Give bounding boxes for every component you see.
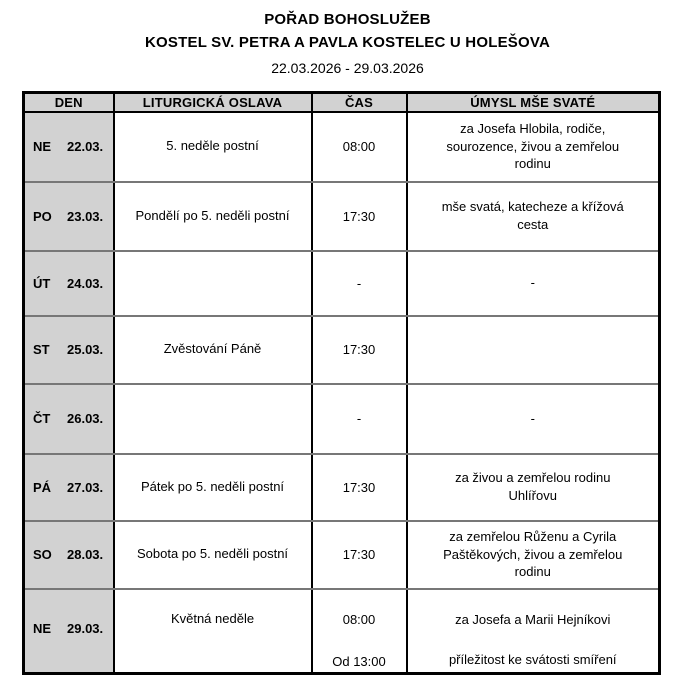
feast-cell bbox=[114, 112, 312, 182]
schedule-table bbox=[22, 91, 661, 676]
table-row bbox=[24, 316, 660, 384]
col-header-umysl-mse-svate: ÚMYSL MŠE SVATÉ bbox=[407, 92, 660, 112]
day-date: 28.03. bbox=[67, 547, 104, 563]
intention-cell bbox=[407, 521, 660, 589]
day-date: 24.03. bbox=[67, 275, 104, 291]
intention-label: za živou a zemřelou rodinu Uhlířovu bbox=[455, 470, 611, 504]
table-row bbox=[24, 182, 660, 251]
feast-label: 5. neděle postní bbox=[166, 138, 259, 154]
intention-cell bbox=[407, 384, 660, 454]
intention-label: mše svatá, katecheze a křížová cesta bbox=[441, 199, 624, 233]
day-cell bbox=[24, 589, 114, 674]
document-header bbox=[0, 0, 695, 76]
table-row bbox=[24, 589, 660, 674]
intention-cell bbox=[407, 182, 660, 251]
time-label: 17:30 bbox=[342, 479, 376, 495]
schedule-table-body bbox=[24, 112, 660, 674]
time-cell bbox=[312, 454, 407, 521]
day-date: 22.03. bbox=[67, 139, 104, 155]
day-cell bbox=[24, 454, 114, 521]
intention-label: za Josefa a Marii Hejníkovi bbox=[455, 612, 611, 627]
day-label bbox=[25, 480, 113, 495]
time-cell bbox=[312, 112, 407, 182]
day-label bbox=[25, 547, 113, 562]
time-label: 17:30 bbox=[342, 547, 376, 563]
table-row bbox=[24, 112, 660, 182]
day-label bbox=[25, 209, 113, 224]
time-label: - bbox=[356, 275, 362, 291]
table-header-row bbox=[24, 92, 660, 112]
intention2-label: příležitost ke svátosti smíření bbox=[448, 652, 617, 668]
day-date: 25.03. bbox=[67, 342, 104, 358]
time-cell bbox=[312, 521, 407, 589]
intention-cell bbox=[407, 589, 660, 674]
feast-cell bbox=[114, 316, 312, 384]
feast-label: Květná neděle bbox=[170, 611, 255, 627]
day-label bbox=[25, 621, 113, 636]
col-header-liturgicka-oslava: LITURGICKÁ OSLAVA bbox=[114, 92, 312, 112]
day-abbr: ÚT bbox=[33, 275, 51, 291]
day-abbr: NE bbox=[33, 139, 52, 155]
page-title: POŘAD BOHOSLUŽEB bbox=[264, 11, 431, 28]
intention-label: za Josefa Hlobila, rodiče, sourozence, živou a zemřelou rodinu bbox=[446, 121, 620, 172]
church-name: KOSTEL SV. PETRA A PAVLA KOSTELEC U HOLEŠOVA bbox=[145, 34, 550, 52]
day-abbr: PÁ bbox=[33, 479, 52, 495]
day-abbr: SO bbox=[33, 547, 52, 563]
intention-cell bbox=[407, 251, 660, 316]
day-date: 29.03. bbox=[67, 621, 104, 637]
time-label: 17:30 bbox=[342, 342, 376, 358]
feast-cell bbox=[114, 182, 312, 251]
time-cell bbox=[312, 589, 407, 674]
day-abbr: ST bbox=[33, 342, 50, 358]
feast-cell bbox=[114, 589, 312, 674]
time-label: 08:00 bbox=[342, 139, 376, 155]
day-abbr: ČT bbox=[33, 411, 51, 427]
feast-cell bbox=[114, 454, 312, 521]
intention-label: - bbox=[530, 275, 535, 291]
day-label bbox=[25, 139, 113, 154]
col-header-cas: ČAS bbox=[312, 92, 407, 112]
feast-label: Pondělí po 5. neděli postní bbox=[135, 207, 290, 223]
time-label: 08:00 bbox=[342, 612, 376, 628]
time2-label: Od 13:00 bbox=[332, 653, 386, 669]
day-date: 26.03. bbox=[67, 411, 104, 427]
intention-label: - bbox=[530, 410, 535, 426]
intention-cell bbox=[407, 112, 660, 182]
feast-cell bbox=[114, 384, 312, 454]
time-label: 17:30 bbox=[342, 208, 376, 224]
day-date: 27.03. bbox=[67, 479, 104, 495]
time-cell bbox=[312, 384, 407, 454]
day-cell bbox=[24, 182, 114, 251]
time-cell bbox=[312, 251, 407, 316]
day-abbr: PO bbox=[33, 208, 52, 224]
table-row bbox=[24, 454, 660, 521]
day-cell bbox=[24, 251, 114, 316]
date-range: 22.03.2026 - 29.03.2026 bbox=[271, 59, 424, 76]
time-cell bbox=[312, 182, 407, 251]
feast-cell bbox=[114, 521, 312, 589]
feast-label: Sobota po 5. neděli postní bbox=[136, 546, 289, 562]
feast-label: Zvěstování Páně bbox=[163, 341, 262, 357]
feast-label: Pátek po 5. neděli postní bbox=[140, 478, 285, 494]
table-row bbox=[24, 384, 660, 454]
day-label bbox=[25, 411, 113, 426]
day-cell bbox=[24, 112, 114, 182]
day-cell bbox=[24, 384, 114, 454]
col-header-den: DEN bbox=[24, 92, 114, 112]
day-date: 23.03. bbox=[67, 208, 104, 224]
intention-label: za zemřelou Růženu a Cyrila Paštěkových, živou a zemřelou rodinu bbox=[443, 529, 623, 580]
day-abbr: NE bbox=[33, 621, 52, 637]
day-label bbox=[25, 342, 113, 357]
feast-cell bbox=[114, 251, 312, 316]
time-cell bbox=[312, 316, 407, 384]
table-row bbox=[24, 521, 660, 589]
table-row bbox=[24, 251, 660, 316]
day-cell bbox=[24, 521, 114, 589]
time-label: - bbox=[356, 411, 362, 427]
day-label bbox=[25, 276, 113, 291]
day-cell bbox=[24, 316, 114, 384]
intention-cell bbox=[407, 316, 660, 384]
intention-cell bbox=[407, 454, 660, 521]
